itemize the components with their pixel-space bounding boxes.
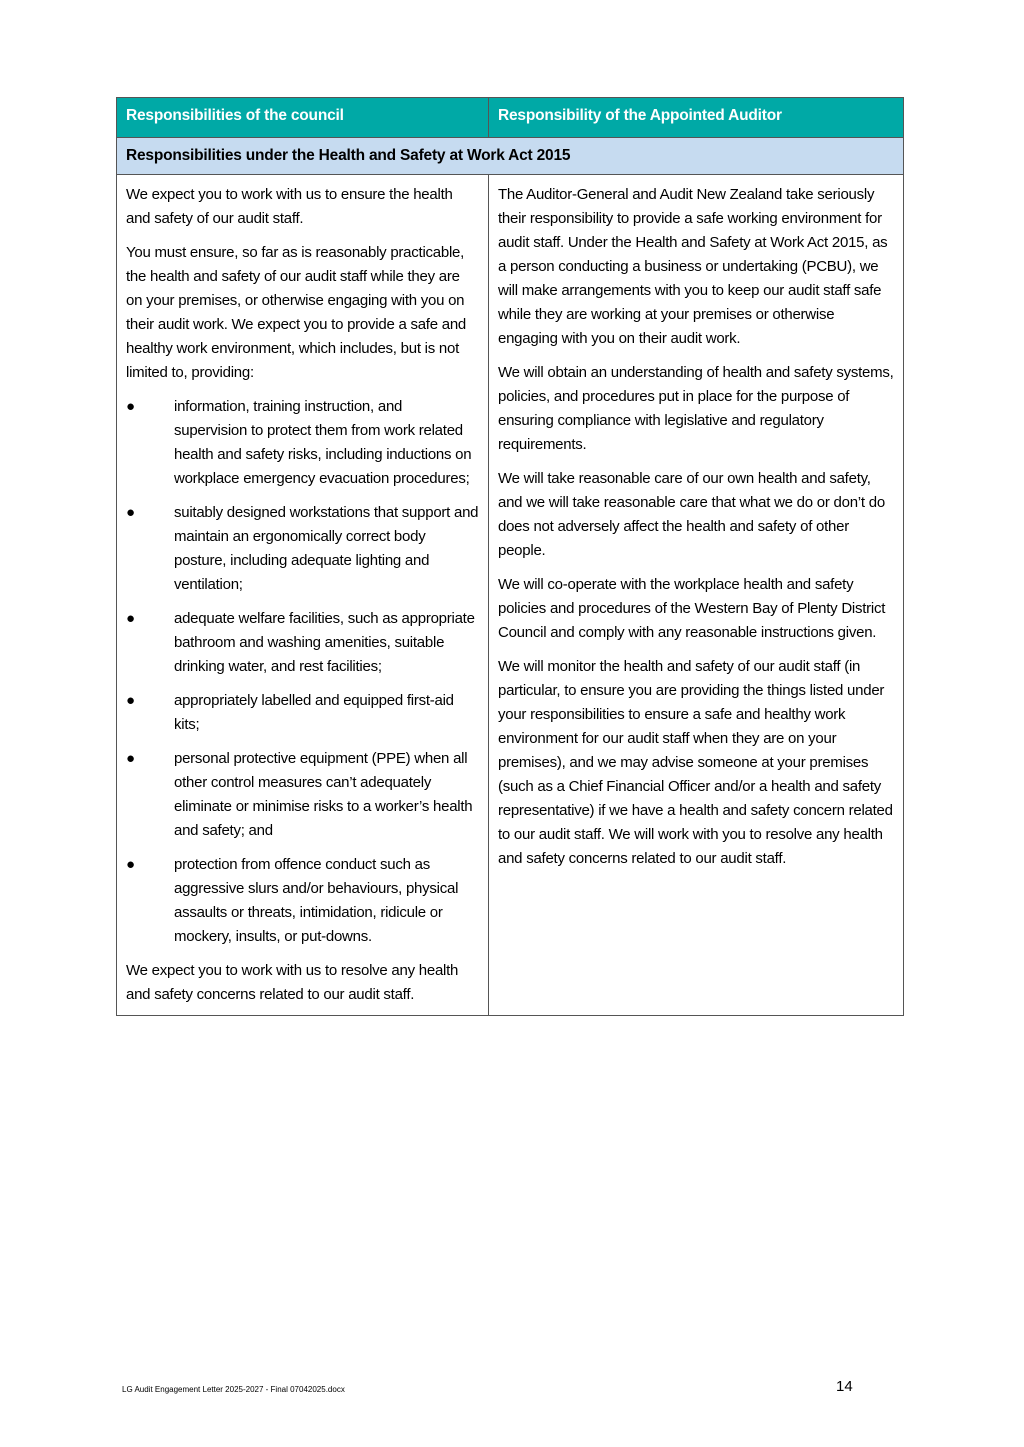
section-title: Responsibilities under the Health and Safety at Work Act 2015 (117, 138, 904, 175)
header-auditor: Responsibility of the Appointed Auditor (489, 98, 904, 138)
responsibilities-table (116, 97, 904, 1016)
auditor-cell (489, 175, 904, 1016)
list-item: ● protection from offence conduct such as aggressive slurs and/or behaviours, physical assaults or threats, intimidation, ridicule or mockery, insults, or put-downs. (126, 853, 479, 949)
bullet-icon: ● (126, 750, 135, 767)
content-row (117, 175, 904, 1016)
footer-filename: LG Audit Engagement Letter 2025-2027 - Final 07042025.docx (122, 1385, 345, 1394)
council-para: You must ensure, so far as is reasonably practicable, the health and safety of our audit staff while they are on your premises, or otherwise engaging with you on their audit work. We expect you to provide a safe and healthy work environment, which includes, but is not limited to, providing: (126, 244, 467, 381)
auditor-para: We will co-operate with the workplace health and safety policies and procedures of the Western Bay of Plenty District Council and comply with any reasonable instructions given. (498, 576, 886, 641)
auditor-para: The Auditor-General and Audit New Zealand take seriously their responsibility to provide a safe working environment for audit staff. Under the Health and Safety at Work Act 2015, as a person conducting a business or undertaking (PCBU), we will make arrangements with you to keep our audit staff safe while they are working at your premises or otherwise engaging with you on their audit work. (498, 186, 888, 347)
bullet-icon: ● (126, 692, 135, 709)
list-item: ● appropriately labelled and equipped first-aid kits; (126, 689, 479, 737)
list-item: ● information, training instruction, and supervision to protect them from work related health and safety risks, including inductions on workplace emergency evacuation procedures; (126, 395, 479, 491)
auditor-para: We will obtain an understanding of health and safety systems, policies, and procedures put in place for the purpose of ensuring compliance with legislative and regulatory requirements. (498, 364, 894, 453)
header-row (117, 98, 904, 138)
council-closing: We expect you to work with us to resolve any health and safety concerns related to our audit staff. (126, 962, 459, 1003)
bullet-icon: ● (126, 504, 135, 521)
auditor-para: We will take reasonable care of our own health and safety, and we will take reasonable care that what we do or don’t do does not adversely affect the health and safety of other people. (498, 470, 885, 559)
header-council: Responsibilities of the council (117, 98, 489, 138)
bullet-icon: ● (126, 856, 135, 873)
auditor-para: We will monitor the health and safety of our audit staff (in particular, to ensure you are providing the things listed under your responsibilities to ensure a safe and healthy work environment for our audit staff when they are on your premises), and we may advise someone at your premises (such as a Chief Financial Officer and/or a health and safety representative) if we have a health and safety concern related to our audit staff. We will work with you to resolve any health and safety concerns related to our audit staff. (498, 658, 893, 867)
bullet-icon: ● (126, 610, 135, 627)
page-number: 14 (836, 1378, 853, 1395)
list-item: ● suitably designed workstations that support and maintain an ergonomically correct body posture, including adequate lighting and ventilation; (126, 501, 479, 597)
list-item: ● personal protective equipment (PPE) when all other control measures can’t adequately eliminate or minimise risks to a worker’s health and safety; and (126, 747, 479, 843)
council-bullets (126, 395, 479, 949)
section-row (117, 138, 904, 175)
council-cell (117, 175, 489, 1016)
council-intro: We expect you to work with us to ensure the health and safety of our audit staff. (126, 186, 453, 227)
bullet-icon: ● (126, 398, 135, 415)
list-item: ● adequate welfare facilities, such as appropriate bathroom and washing amenities, suitable drinking water, and rest facilities; (126, 607, 479, 679)
